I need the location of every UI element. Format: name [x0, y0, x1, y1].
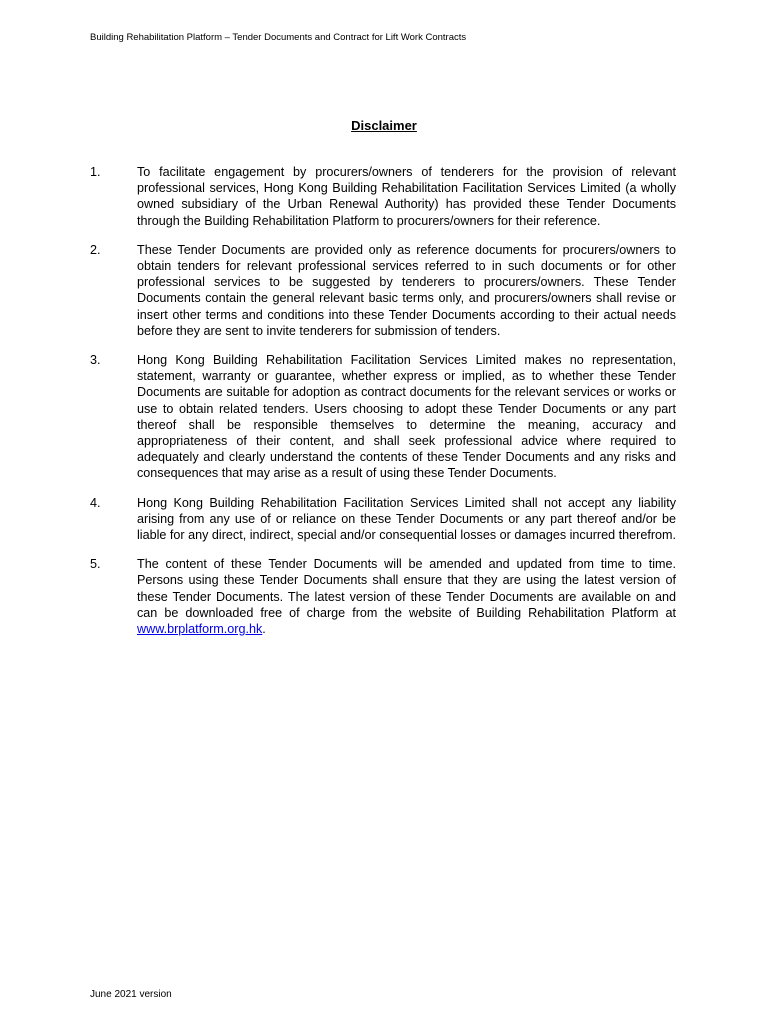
- item-number: 4.: [90, 495, 101, 510]
- list-item: [90, 164, 676, 229]
- item-text: Hong Kong Building Rehabilitation Facilitation Services Limited shall not accept any liability arising from any use of or reliance on these Tender Documents or any part thereof and/or be liable for any direct, indirect, special and/or consequential losses or damages incurred therefrom.: [137, 495, 677, 543]
- item-number: 1.: [90, 165, 101, 179]
- item-text: To facilitate engagement by procurers/owners of tenderers for the provision of relevant professional services, Hong Kong Building Rehabilitation Facilitation Services Limited (a wholly owned subsidiary of the Urban Renewal Authority) has provided these Tender Documents through the Building Rehabilitation Platform to procurers/owners for their reference.: [137, 165, 676, 228]
- disclaimer-list: [90, 164, 676, 650]
- version-footer: June 2021 version: [90, 989, 172, 1000]
- list-item: [90, 495, 676, 544]
- item-text: These Tender Documents are provided only as reference documents for procurers/owners to obtain tenders for relevant professional services referred to in such documents or for other professional services to be suggested by tenderers to procurers/owners. These Tender Documents contain the general relevant basic terms only, and procurers/owners shall revise or insert other terms and conditions into these Tender Documents according to their actual needs before they are sent to invite tenderers for submission of tenders.: [137, 242, 676, 338]
- item-number: 3.: [90, 353, 101, 368]
- item-text-body: The content of these Tender Documents will be amended and updated from time to time. Persons using these Tender Documents shall ensure that they are using the latest version of these Tender Documents. The latest version of these Tender Documents are available on and can be downloaded free of charge from the website of Building Rehabilitation Platform at: [137, 557, 676, 620]
- item-text: Hong Kong Building Rehabilitation Facilitation Services Limited makes no representation, statement, warranty or guarantee, whether express or implied, as to whether these Tender Documents are suitable for adoption as contract documents for the relevant services or works or use to obtain related tenders. Users choosing to adopt these Tender Documents or any part thereof shall be responsible themselves to determine the meaning, accuracy and appropriateness of their content, and shall seek professional advice where required to adequately and clearly understand the contents of these Tender Documents and any risks and consequences that may arise as a result of using these Tender Documents.: [137, 353, 676, 481]
- page-title: Disclaimer: [351, 118, 417, 133]
- list-item: [90, 556, 676, 637]
- item-number: 5.: [90, 557, 101, 572]
- item-number: 2.: [90, 242, 101, 257]
- website-link[interactable]: www.brplatform.org.hk: [137, 622, 263, 637]
- item-text-end: .: [262, 622, 266, 637]
- item-text: [137, 556, 676, 637]
- list-item: [90, 352, 676, 482]
- running-header: Building Rehabilitation Platform – Tender Documents and Contract for Lift Work Contracts: [90, 32, 467, 43]
- list-item: [90, 242, 676, 339]
